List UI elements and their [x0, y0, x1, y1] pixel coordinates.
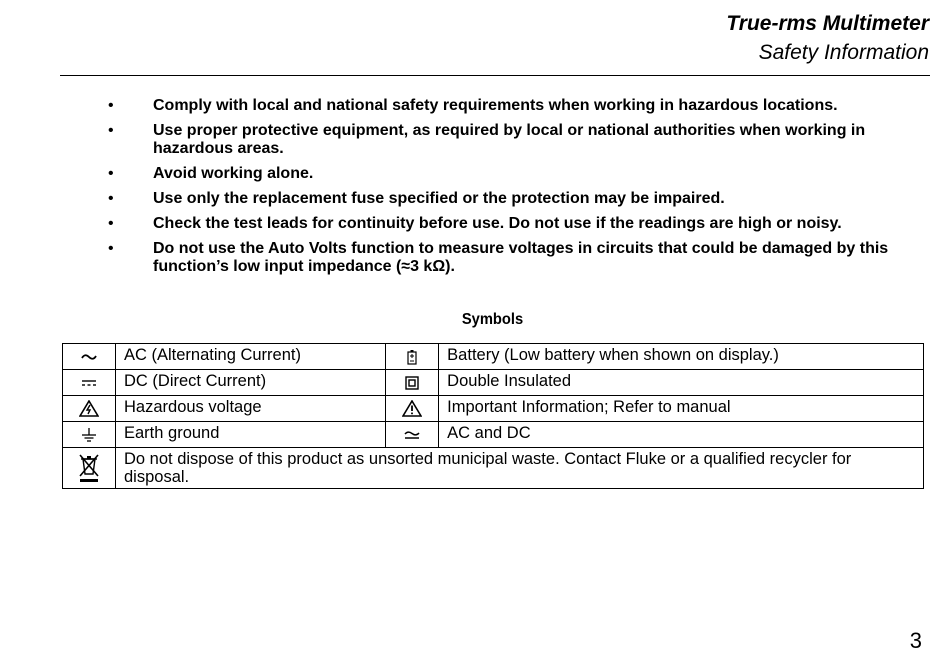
symbol-description: AC (Alternating Current) [116, 344, 386, 370]
list-item [108, 165, 928, 183]
symbol-description: Hazardous voltage [116, 396, 386, 422]
ac-dc-icon [386, 422, 439, 448]
table-row [63, 370, 924, 396]
dc-icon [63, 370, 116, 396]
symbol-description: Do not dispose of this product as unsorted municipal waste. Contact Fluke or a qualified recycler for disposal. [116, 448, 924, 489]
table-row [63, 422, 924, 448]
table-row [63, 396, 924, 422]
list-item-text: Comply with local and national safety requirements when working in hazardous locations. [153, 97, 838, 114]
symbol-description: Important Information; Refer to manual [439, 396, 924, 422]
symbols-heading: Symbols [461, 311, 524, 328]
list-item-text: Use proper protective equipment, as required by local or national authorities when working in hazardous areas. [153, 122, 866, 157]
symbol-description: Earth ground [116, 422, 386, 448]
table-row [63, 344, 924, 370]
bullet-icon: • [108, 240, 114, 257]
bullet-icon: • [108, 122, 114, 139]
list-item-text: Avoid working alone. [153, 165, 314, 182]
bullet-icon: • [108, 97, 114, 114]
list-item [108, 122, 928, 158]
hazardous-voltage-icon [63, 396, 116, 422]
list-item [108, 97, 928, 115]
list-item-text: Check the test leads for continuity before use. Do not use if the readings are high or noisy. [153, 215, 842, 232]
list-item [108, 240, 928, 276]
symbol-description: Battery (Low battery when shown on display.) [439, 344, 924, 370]
symbol-description: Double Insulated [439, 370, 924, 396]
double-insulated-icon [386, 370, 439, 396]
table-row [63, 448, 924, 489]
earth-ground-icon [63, 422, 116, 448]
symbols-table [62, 343, 924, 489]
warning-icon [386, 396, 439, 422]
page-number: 3 [909, 628, 922, 653]
symbol-description: AC and DC [439, 422, 924, 448]
list-item-text: Do not use the Auto Volts function to measure voltages in circuits that could be damaged by this function’s low input impedance (≈3 kΩ). [153, 240, 889, 275]
ac-icon [63, 344, 116, 370]
list-item-text: Use only the replacement fuse specified or the protection may be impaired. [153, 190, 725, 207]
weee-icon [63, 448, 116, 489]
list-item [108, 190, 928, 208]
header-divider [60, 75, 930, 76]
bullet-icon: • [108, 215, 114, 232]
manual-title: True-rms Multimeter [726, 12, 929, 35]
bullet-icon: • [108, 190, 114, 207]
battery-icon [386, 344, 439, 370]
bullet-icon: • [108, 165, 114, 182]
safety-list [108, 97, 928, 283]
symbol-description: DC (Direct Current) [116, 370, 386, 396]
list-item [108, 215, 928, 233]
section-title: Safety Information [758, 41, 929, 64]
